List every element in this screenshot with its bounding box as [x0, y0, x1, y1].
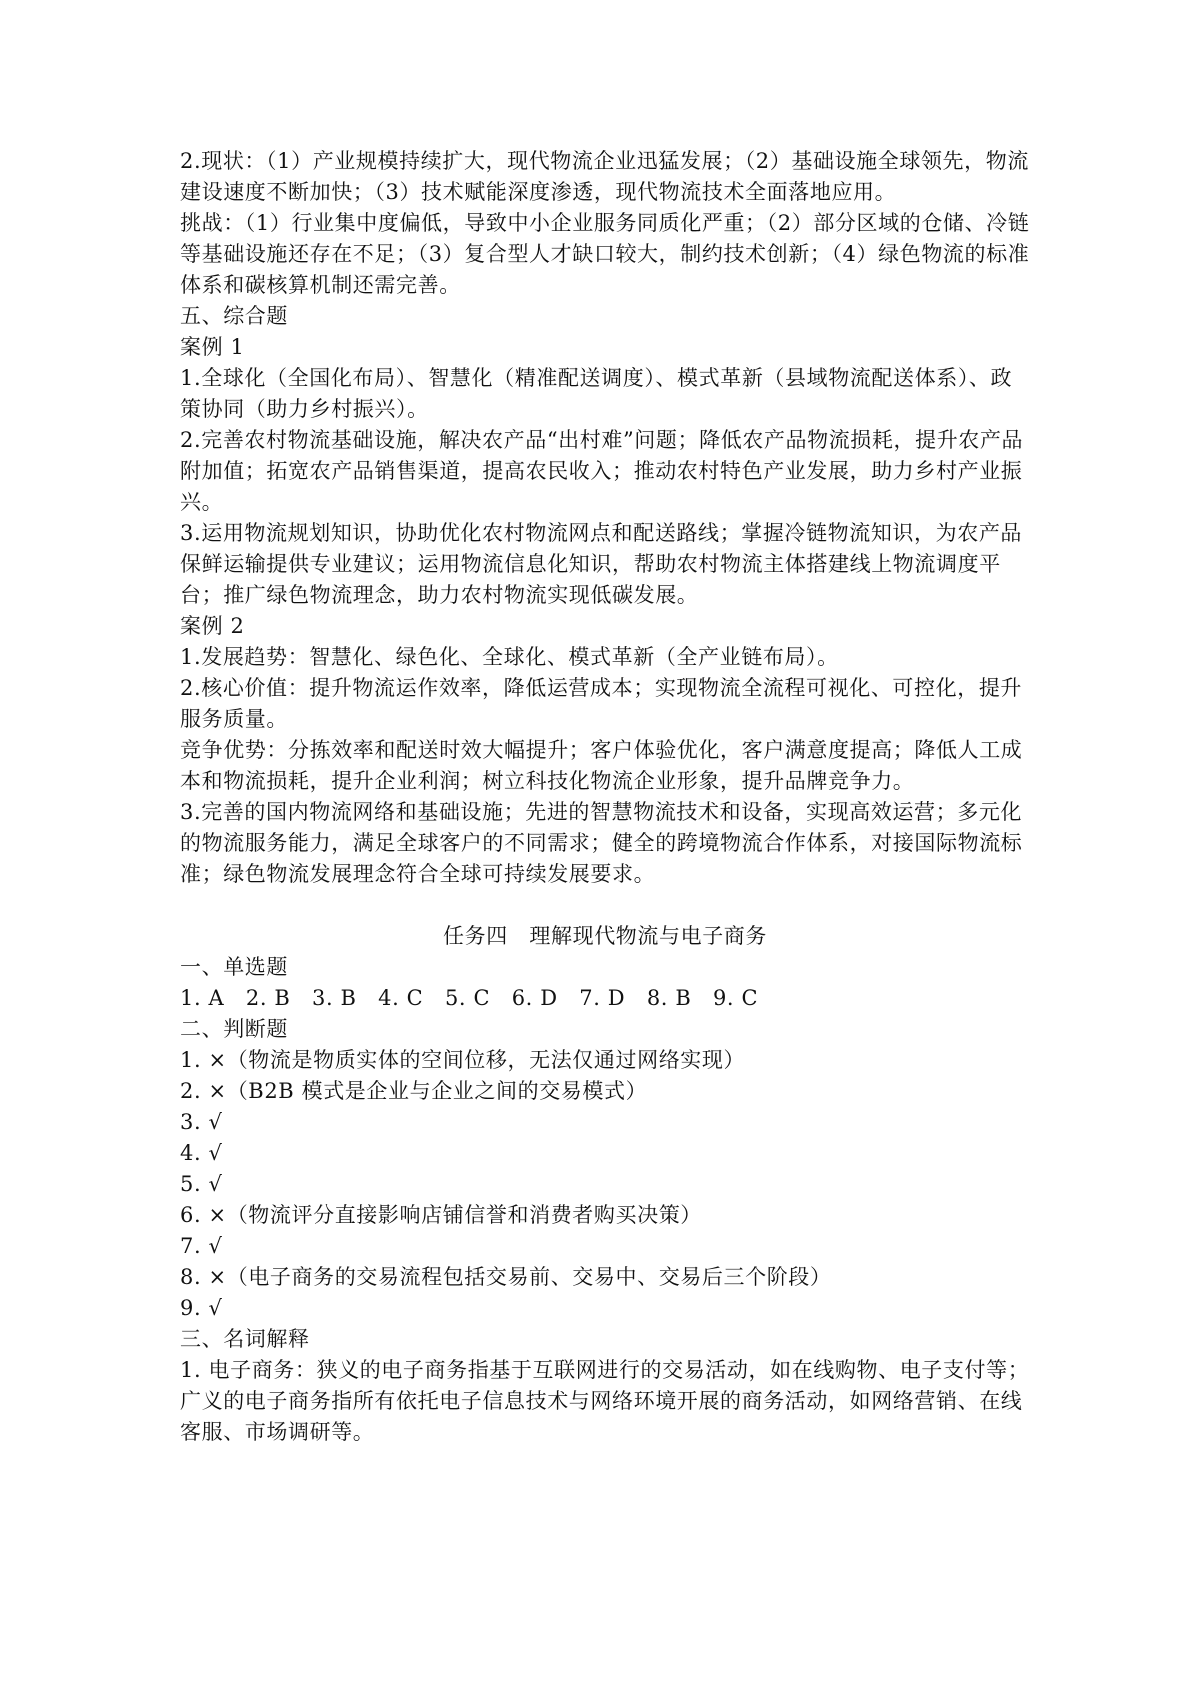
- section-heading-single-choice: 一、单选题: [180, 955, 288, 979]
- task-title: 任务四 理解现代物流与电子商务: [443, 924, 767, 948]
- case1-item-2: 2.完善农村物流基础设施，解决农产品“出村难”问题；降低农产品物流损耗，提升农产品附加值；拓宽农产品销售渠道，提高农民收入；推动农村特色产业发展，助力乡村产业振兴。: [180, 428, 1024, 514]
- true-false-answer: 1. ×（物流是物质实体的空间位移，无法仅通过网络实现）: [180, 1048, 746, 1072]
- true-false-answer: 9. √: [180, 1296, 223, 1320]
- case2-competitive-advantage: 竞争优势：分拣效率和配送时效大幅提升；客户体验优化，客户满意度提高；降低人工成本和物流损耗，提升企业利润；树立科技化物流企业形象，提升品牌竞争力。: [180, 738, 1023, 793]
- true-false-answer: 2. ×（B2B 模式是企业与企业之间的交易模式）: [180, 1079, 648, 1103]
- paragraph-status: 2.现状：（1）产业规模持续扩大，现代物流企业迅猛发展；（2）基础设施全球领先，物流建设速度不断加快；（3）技术赋能深度渗透，现代物流技术全面落地应用。: [180, 149, 1029, 204]
- section-heading-comprehensive: 五、综合题: [180, 304, 288, 328]
- term-definition-ecommerce: 1. 电子商务：狭义的电子商务指基于互联网进行的交易活动，如在线购物、电子支付等；广义的电子商务指所有依托电子信息技术与网络环境开展的商务活动，如网络营销、在线客服、市场调研等。: [180, 1358, 1030, 1444]
- true-false-answer: 6. ×（物流评分直接影响店铺信誉和消费者购买决策）: [180, 1203, 702, 1227]
- document-page: [180, 146, 1030, 1448]
- case-heading-1: 案例 1: [180, 335, 245, 359]
- true-false-answer: 4. √: [180, 1141, 223, 1165]
- true-false-answer: 8. ×（电子商务的交易流程包括交易前、交易中、交易后三个阶段）: [180, 1265, 832, 1289]
- case1-item-1: 1.全球化（全国化布局）、智慧化（精准配送调度）、模式革新（县域物流配送体系）、政策协同（助力乡村振兴）。: [180, 366, 1013, 421]
- true-false-answer: 3. √: [180, 1110, 223, 1134]
- case2-item-1: 1.发展趋势：智慧化、绿色化、全球化、模式革新（全产业链布局）。: [180, 645, 839, 669]
- section-heading-true-false: 二、判断题: [180, 1017, 288, 1041]
- case2-item-3: 3.完善的国内物流网络和基础设施；先进的智慧物流技术和设备，实现高效运营；多元化的物流服务能力，满足全球客户的不同需求；健全的跨境物流合作体系，对接国际物流标准；绿色物流发展理念符合全球可持续发展要求。: [180, 800, 1023, 886]
- paragraph-challenges: 挑战：（1）行业集中度偏低，导致中小企业服务同质化严重；（2）部分区域的仓储、冷链等基础设施还存在不足；（3）复合型人才缺口较大，制约技术创新；（4）绿色物流的标准体系和碳核算机制还需完善。: [180, 211, 1030, 297]
- case-heading-2: 案例 2: [180, 614, 245, 638]
- case1-item-3: 3.运用物流规划知识，协助优化农村物流网点和配送路线；掌握冷链物流知识，为农产品保鲜运输提供专业建议；运用物流信息化知识，帮助农村物流主体搭建线上物流调度平台；推广绿色物流理念，助力农村物流实现低碳发展。: [180, 521, 1023, 607]
- section-heading-terms: 三、名词解释: [180, 1327, 310, 1351]
- true-false-answer: 5. √: [180, 1172, 223, 1196]
- true-false-answer: 7. √: [180, 1234, 223, 1258]
- case2-item-2: 2.核心价值：提升物流运作效率，降低运营成本；实现物流全流程可视化、可控化，提升服务质量。: [180, 676, 1023, 731]
- spacer: [180, 890, 1030, 921]
- single-choice-answers: 1. A 2. B 3. B 4. C 5. C 6. D 7. D 8. B 9. C: [180, 986, 759, 1010]
